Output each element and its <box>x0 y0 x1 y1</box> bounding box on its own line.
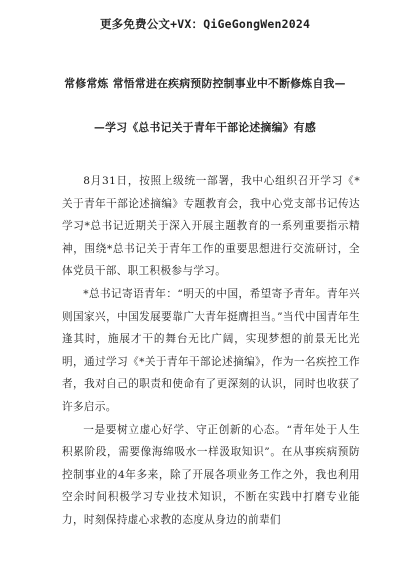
body-paragraph-2: *总书记寄语青年：“明天的中国，希望寄予青年。青年兴则国家兴，中国发展要靠广大青年挺膺担当。”当代中国青年生逢其时，施展才干的舞台无比广阔，实现梦想的前景无比光明，通过学习《*关于青年干部论述摘编》，作为一名疾控工作者，我对自己的职责和使命有了更深刻的认识，同时也收获了许多启示。 <box>62 287 360 413</box>
body-paragraph-3: 一是要树立虚心好学、守正创新的心态。“青年处于人生积累阶段，需要像海绵吸水一样汲取知识”。在从事疾病预防控制事业的4年多来，除了开展各项业务工作之外，我也利用空余时间积极学习专业技术知识，不断在实践中打磨专业能力，时刻保持虚心求教的态度从身边的前辈们 <box>62 423 360 526</box>
document-body <box>62 170 360 532</box>
document-subtitle: —学习《总书记关于青年干部论述摘编》有感 <box>94 121 316 134</box>
body-paragraph-1: 8月31日，按照上级统一部署，我中心组织召开学习《*关于青年干部论述摘编》专题教育会，我中心党支部书记传达学习*总书记近期关于深入开展主题教育的一系列重要指示精神，围绕*总书记关于青年工作的重要思想进行交流研讨，全体党员干部、职工积极参与学习。 <box>62 175 360 278</box>
promo-header: 更多免费公文+VX：QiGeGongWen2024 <box>99 17 311 31</box>
document-title: 常修常炼 常悟常进在疾病预防控制事业中不断修炼自我— <box>64 77 346 90</box>
